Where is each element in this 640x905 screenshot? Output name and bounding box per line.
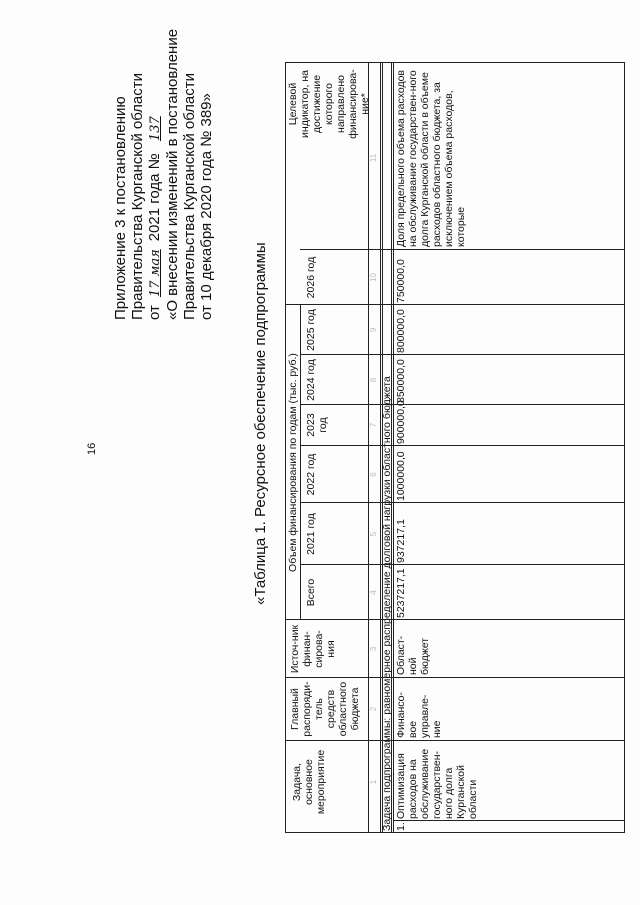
col-header-year-2021: 2021 год (305, 513, 317, 555)
table-title: «Таблица 1. Ресурсное обеспечение подпрограммы (252, 242, 269, 605)
col-header-year-2025: 2025 год (305, 309, 317, 351)
measure-name: Оптимизация расходов на обслуживание государствен-ного долга Курганской области (395, 748, 479, 819)
col-header-year-2024: 2024 год (305, 359, 317, 401)
col-header-indicator: Целевой индикатор, на достижение которого направлено финансирова-ние* (287, 69, 371, 139)
value-2025: 800000,0 (395, 309, 407, 353)
header-line-4: «О внесении изменений в постановление (164, 28, 181, 320)
value-2024: 850000,0 (395, 359, 407, 403)
value-2023: 900000,0 (395, 400, 407, 444)
col-number: 2 (369, 706, 378, 712)
row-number: 1. (395, 822, 407, 831)
appendix-header (112, 20, 215, 320)
col-number: 3 (369, 646, 378, 652)
col-number: 1 (369, 779, 378, 785)
col-number: 8 (369, 377, 378, 383)
header-line-3 (146, 20, 164, 320)
col-header-volume: Объем финансирования по годам (тыс. руб.) (287, 353, 299, 572)
value-2022: 1000000,0 (395, 451, 407, 501)
col-header-total: Всего (305, 578, 317, 607)
col-header-source: Источ-ник финан-сирова-ния (289, 624, 337, 674)
col-header-manager: Главный распоряди-тель средств областного бюджета (289, 681, 361, 737)
col-header-year-2026: 2026 год (305, 256, 317, 299)
target-indicator: Доля предельного объема расходов на обслуживание государствен-ного долга Курганской области в объеме расходов областного бюджета, за исключением объема расходов, которые (395, 69, 467, 247)
col-number: 4 (369, 590, 378, 595)
header-year-label: 2021 года № (146, 153, 163, 242)
header-date-prefix: от (146, 305, 163, 320)
header-line-5: Правительства Курганской области (181, 72, 198, 320)
col-number: 11 (369, 153, 378, 163)
col-number: 6 (369, 472, 378, 477)
funding-source: Област-ной бюджет (395, 635, 431, 675)
value-2026: 750000,0 (395, 259, 407, 303)
manager-name: Финансо-вое управле-ние (395, 692, 443, 738)
header-line-1: Приложение 3 к постановлению (112, 96, 129, 320)
col-header-task: Задача, основное мероприятие (291, 749, 327, 815)
page-number: 16 (86, 442, 98, 455)
header-line-6: от 10 декабря 2020 года № 389» (198, 93, 215, 320)
total-value: 5237217,1 (395, 568, 407, 618)
value-2021: 937217,1 (395, 519, 407, 563)
col-number: 5 (369, 531, 378, 537)
task-row: Задача подпрограммы: равномерное распределение долговой нагрузки областного бюджета (381, 376, 393, 831)
col-number: 9 (369, 327, 378, 333)
col-header-year-2023: 2023 год (305, 413, 329, 437)
col-number: 10 (369, 273, 378, 282)
col-number: 7 (369, 422, 378, 428)
handwritten-number: 137 (148, 116, 163, 142)
col-header-year-2022: 2022 год (305, 453, 317, 496)
handwritten-date: 17 мая (148, 249, 163, 298)
resource-table (285, 63, 625, 833)
header-line-2: Правительства Курганской области (129, 72, 146, 320)
